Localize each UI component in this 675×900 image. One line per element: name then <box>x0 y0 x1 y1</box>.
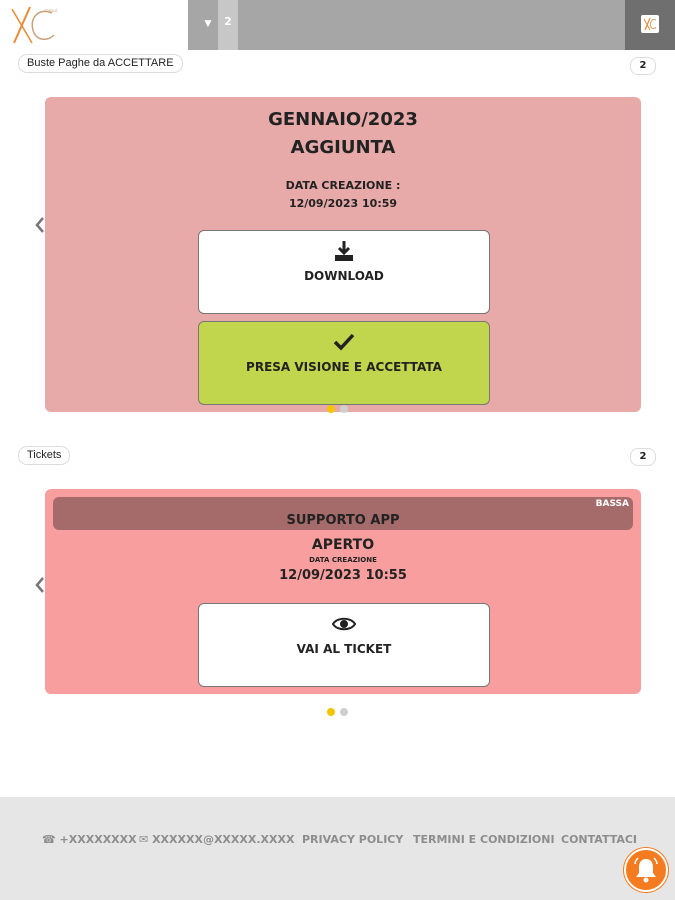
check-icon <box>332 330 356 354</box>
svg-text:consul: consul <box>44 8 57 13</box>
view-ticket-label: VAI AL TICKET <box>296 642 392 656</box>
phone-icon: ☎ <box>42 833 56 846</box>
priority-badge: BASSA <box>595 499 629 509</box>
payslip-card <box>45 97 641 412</box>
envelope-icon: ✉ <box>139 833 149 846</box>
avatar <box>641 15 659 33</box>
logo-area[interactable] <box>0 0 188 50</box>
download-icon <box>332 239 356 263</box>
footer-email[interactable] <box>139 833 294 846</box>
footer <box>0 797 675 900</box>
user-menu-button[interactable] <box>625 0 675 50</box>
accept-button[interactable] <box>198 321 490 405</box>
logo-mini-icon <box>641 15 659 33</box>
footer-contacts-link[interactable]: CONTATTACI <box>561 833 638 846</box>
payslips-count-badge: 2 <box>630 57 656 75</box>
eye-icon <box>332 612 356 636</box>
creation-date-label: DATA CREAZIONE : <box>285 179 401 192</box>
footer-privacy-link[interactable]: PRIVACY POLICY <box>302 833 404 846</box>
ticket-category: SUPPORTO APP <box>286 513 400 528</box>
footer-phone[interactable] <box>42 833 137 846</box>
view-ticket-button[interactable] <box>198 603 490 687</box>
ticket-card <box>45 489 641 694</box>
bell-icon <box>626 850 666 890</box>
ticket-creation-label: DATA CREAZIONE <box>309 556 377 564</box>
footer-phone-text: +XXXXXXXX <box>59 833 137 846</box>
footer-terms-link[interactable]: TERMINI E CONDIZIONI <box>413 833 555 846</box>
ticket-creation-value: 12/09/2023 10:55 <box>279 568 407 583</box>
download-button[interactable] <box>198 230 490 314</box>
carousel-dot-active[interactable] <box>327 708 335 716</box>
carousel-dot-active[interactable] <box>327 405 335 413</box>
payslip-period: GENNAIO/2023 <box>268 109 418 130</box>
notification-badge[interactable]: 2 <box>218 0 238 50</box>
top-bar <box>0 0 675 50</box>
download-label: DOWNLOAD <box>304 269 384 283</box>
section-label-tickets: Tickets <box>18 446 70 465</box>
section-label-payslips: Buste Paghe da ACCETTARE <box>18 54 183 73</box>
carousel-dot[interactable] <box>340 708 348 716</box>
menu-dropdown-toggle[interactable]: ▼ <box>204 19 212 29</box>
payslip-type: AGGIUNTA <box>290 137 396 158</box>
carousel-dot[interactable] <box>340 405 348 413</box>
creation-date-value: 12/09/2023 10:59 <box>288 197 398 210</box>
notification-bell-button[interactable] <box>624 848 668 892</box>
footer-email-text: XXXXXX@XXXXX.XXXX <box>152 833 295 846</box>
ticket-status: APERTO <box>311 537 375 553</box>
logo <box>8 3 60 47</box>
accept-label: PRESA VISIONE E ACCETTATA <box>246 360 442 374</box>
tickets-count-badge: 2 <box>630 448 656 466</box>
